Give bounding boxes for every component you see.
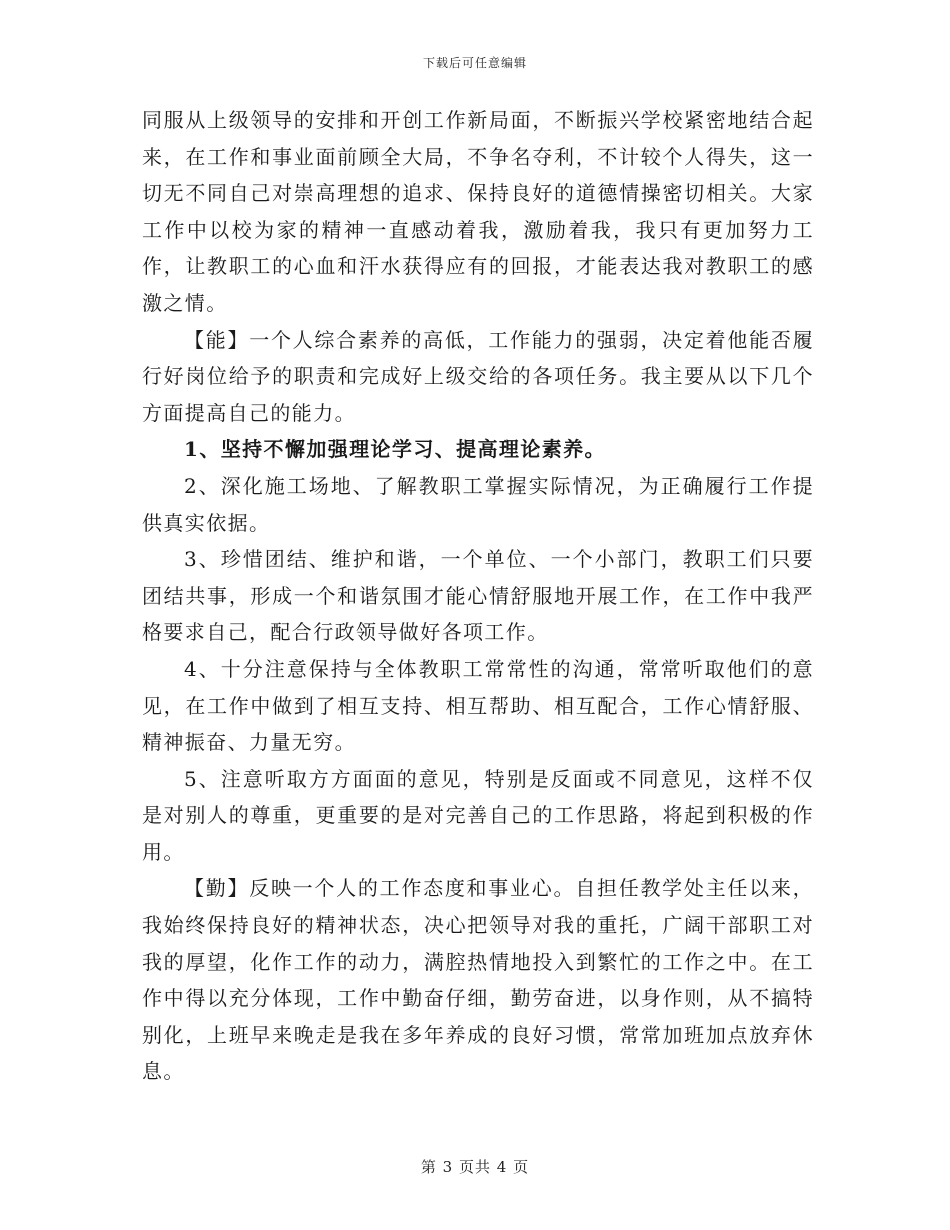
paragraph-diligence: 【勤】反映一个人的工作态度和事业心。自担任教学处主任以来，我始终保持良好的精神状态，决心把领导对我的重托，广阔干部职工对我的厚望，化作工作的动力，满腔热情地投入到繁忙的工作之中。在工作中得以充分体现，工作中勤奋仔细，勤劳奋进，以身作则，从不搞特别化，上班早来晚走是我在多年养成的良好习惯，常常加班加点放弃休息。 [142,876,814,1084]
list-item-4: 4、十分注意保持与全体教职工常常性的沟通，常常听取他们的意见，在工作中做到了相互支持、相互帮助、相互配合，工作心情舒服、精神振奋、力量无穷。 [142,656,814,755]
document-body [142,102,814,1090]
list-item-1: 1、坚持不懈加强理论学习、提高理论素养。 [184,437,606,462]
page-number: 第 3 页共 4 页 [420,1158,530,1176]
page-header: 下载后可任意编辑 [422,56,527,70]
list-item-2: 2、深化施工场地、了解教职工掌握实际情况，为正确履行工作提供真实依据。 [142,473,814,535]
list-item-3: 3、珍惜团结、维护和谐，一个单位、一个小部门，教职工们只要团结共事，形成一个和谐氛围才能心情舒服地开展工作，在工作中我严格要求自己，配合行政领导做好各项工作。 [142,547,814,645]
paragraph-ability: 【能】一个人综合素养的高低，工作能力的强弱，决定着他能否履行好岗位给予的职责和完成好上级交给的各项任务。我主要从以下几个方面提高自己的能力。 [142,327,814,425]
list-item-5: 5、注意听取方方面面的意见，特别是反面或不同意见，这样不仅是对别人的尊重，更重要的是对完善自己的工作思路，将起到积极的作用。 [142,766,814,864]
paragraph-continuation: 同服从上级领导的安排和开创工作新局面，不断振兴学校紧密地结合起来，在工作和事业面前顾全大局，不争名夺利，不计较个人得失，这一切无不同自己对崇高理想的追求、保持良好的道德情操密切相关。大家工作中以校为家的精神一直感动着我，激励着我，我只有更加努力工作，让教职工的心血和汗水获得应有的回报，才能表达我对教职工的感激之情。 [142,108,814,315]
